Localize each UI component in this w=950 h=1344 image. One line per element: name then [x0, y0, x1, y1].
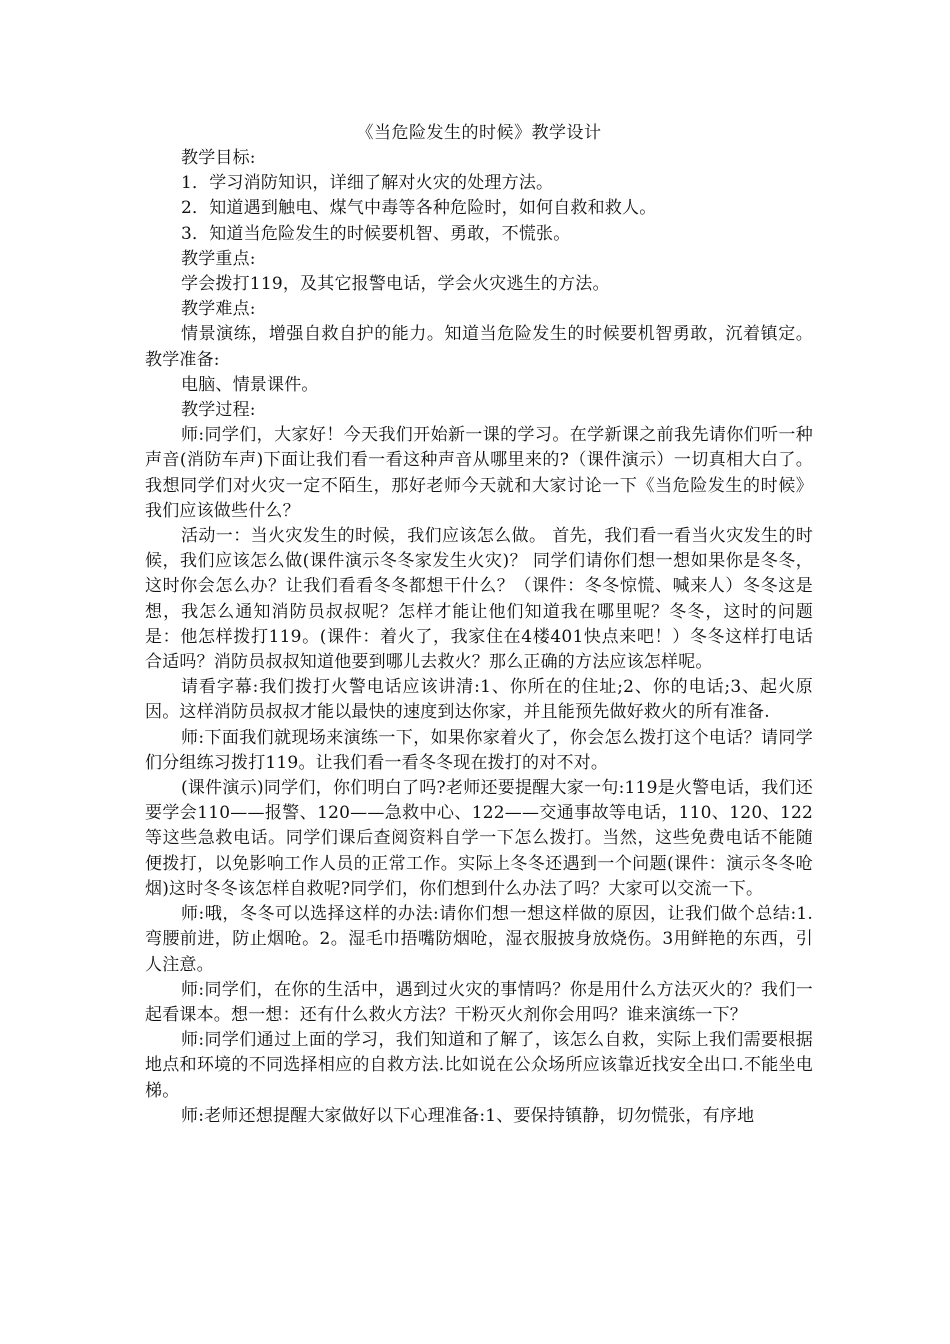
paragraph-objective-3: 3．知道当危险发生的时候要机智、勇敢，不慌张。: [181, 223, 571, 244]
paragraph-objective-1: 1．学习消防知识，详细了解对火灾的处理方法。: [181, 173, 554, 194]
paragraph-emergency-numbers: (课件演示)同学们，你们明白了吗?老师还要提醒大家一句:119是火警电话，我们还要学会110——报警、120——急救中心、122——交通事故等电话，110、120、122等这些急救电话。同学们课后查阅资料自学一下怎么拨打。当然，这些免费电话不能随便拨打，以免影响工作人员的正常工作。实际上冬冬还遇到一个问题(课件：演示冬冬呛烟)这时冬冬该怎样自救呢?同学们，你们想到什么办法了吗？大家可以交流一下。: [145, 778, 813, 899]
document-body: [145, 146, 813, 1129]
paragraph-activity-one: 活动一：当火灾发生的时候，我们应该怎么做。 首先，我们看一看当火灾发生的时候，我们应该怎么做(课件演示冬冬家发生火灾)？ 同学们请你们想一想如果你是冬冬，这时你会怎么办？让我们看看冬冬都想干什么？（课件：冬冬惊慌、喊来人）冬冬这是想，我怎么通知消防员叔叔呢？怎样才能让他们知道我在哪里呢？冬冬，这时的问题是：他怎样拨打119。(课件：着火了，我家住在4楼401快点来吧！）冬冬这样打电话合适吗？消防员叔叔知道他要到哪儿去救火？那么正确的方法应该怎样呢。: [145, 526, 813, 673]
paragraph-practice-call: 师:下面我们就现场来演练一下，如果你家着火了，你会怎么拨打这个电话？请同学们分组练习拨打119。让我们看一看冬冬现在拨打的对不对。: [145, 727, 813, 773]
paragraph-key-points-heading: 教学重点:: [181, 248, 256, 269]
paragraph-intro: 师:同学们，大家好！今天我们开始新一课的学习。在学新课之前我先请你们听一种声音(消防车声)下面让我们看一看这种声音从哪里来的?（课件演示）一切真相大白了。我想同学们对火灾一定不陌生，那好老师今天就和大家讨论一下《当危险发生的时候》我们应该做些什么？: [145, 425, 813, 521]
document-page: [145, 120, 813, 1129]
paragraph-process-heading: 教学过程:: [181, 400, 256, 421]
paragraph-summary: 师:哦，冬冬可以选择这样的办法:请你们想一想这样做的原因，让我们做个总结:1.弯腰前进，防止烟呛。2。湿毛巾捂嘴防烟呛，湿衣服披身放烧伤。3用鲜艳的东西，引人注意。: [145, 904, 813, 975]
paragraph-difficulties: 情景演练，增强自救自护的能力。知道当危险发生的时候要机智勇敢，沉着镇定。 教学准备:: [145, 324, 813, 370]
document-title: 《当危险发生的时候》教学设计: [356, 123, 602, 143]
paragraph-objective-2: 2．知道遇到触电、煤气中毒等各种危险时，如何自救和救人。: [181, 198, 657, 219]
paragraph-mental-preparation: 师:老师还想提醒大家做好以下心理准备:1、要保持镇静，切勿慌张，有序地: [181, 1105, 755, 1126]
paragraph-objectives-heading: 教学目标:: [181, 148, 256, 168]
paragraph-self-rescue: 师:同学们通过上面的学习，我们知道和了解了，该怎么自救，实际上我们需要根据地点和环境的不同选择相应的自救方法.比如说在公众场所应该靠近找安全出口.不能坐电梯。: [145, 1030, 813, 1101]
paragraph-subtitles: 请看字幕:我们拨打火警电话应该讲清:1、你所在的住址;2、你的电话;3、起火原因。这样消防员叔叔才能以最快的速度到达你家，并且能预先做好救火的所有准备.: [145, 677, 813, 723]
paragraph-preparation: 电脑、情景课件。: [181, 374, 319, 395]
paragraph-key-points: 学会拨打119，及其它报警电话，学会火灾逃生的方法。: [181, 274, 610, 295]
paragraph-experience: 师:同学们，在你的生活中，遇到过火灾的事情吗？你是用什么方法灭火的？我们一起看课本。想一想：还有什么救火方法？干粉灭火剂你会用吗？谁来演练一下？: [145, 979, 813, 1025]
paragraph-difficulties-heading: 教学难点:: [181, 299, 256, 320]
